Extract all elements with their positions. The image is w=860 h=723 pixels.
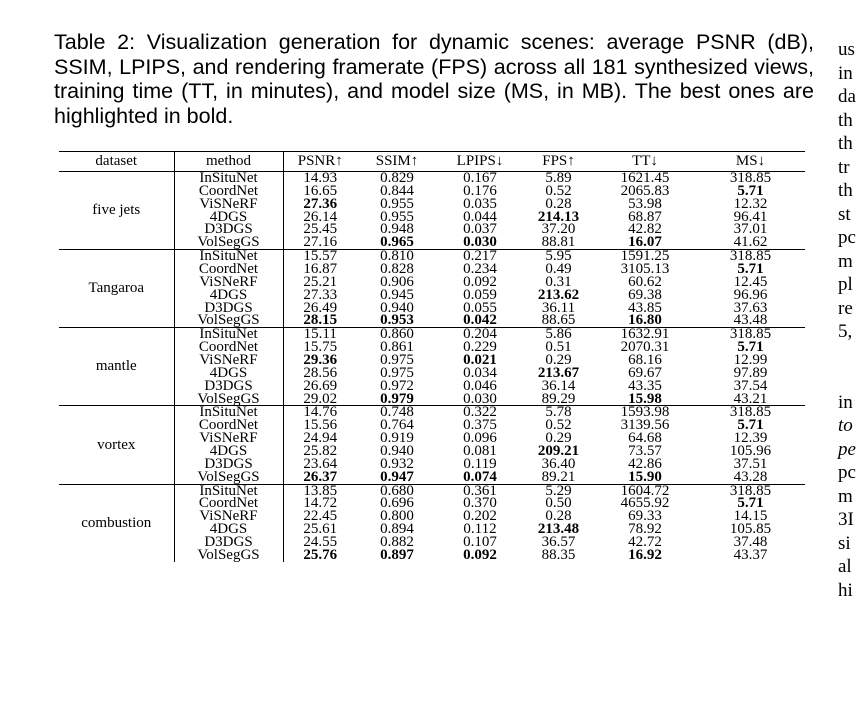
method-cell: ViSNeRF <box>174 276 283 289</box>
value: 36.11 <box>541 299 576 316</box>
value-cell <box>437 546 523 563</box>
dataset-cell: combustion <box>59 484 174 562</box>
best-value: 16.92 <box>628 546 662 563</box>
value: 0.229 <box>463 339 497 356</box>
method-cell: CoordNet <box>174 185 283 198</box>
best-value: 26.37 <box>303 468 338 485</box>
value: 88.35 <box>541 546 576 563</box>
value: 0.096 <box>463 430 497 447</box>
value: 37.48 <box>733 534 768 551</box>
best-value: 5.71 <box>737 182 764 199</box>
value: 97.89 <box>733 364 768 381</box>
value: 53.98 <box>628 195 662 212</box>
value: 89.29 <box>541 390 576 407</box>
value: 24.94 <box>303 430 338 447</box>
value: 69.67 <box>628 364 662 381</box>
value: 0.955 <box>380 208 414 225</box>
paragraph-gap <box>838 344 860 391</box>
value: 0.081 <box>463 443 497 460</box>
value: 26.14 <box>303 208 338 225</box>
best-value: 0.030 <box>463 234 497 251</box>
value: 0.034 <box>463 364 497 381</box>
value: 0.764 <box>380 417 414 434</box>
header-tt: TT↓ <box>594 152 696 172</box>
value: 0.948 <box>380 221 414 238</box>
value: 0.860 <box>380 326 414 343</box>
value: 318.85 <box>729 326 772 343</box>
adjacent-line: th <box>838 109 853 131</box>
value: 0.202 <box>463 508 497 525</box>
value: 0.044 <box>463 208 497 225</box>
best-value: 5.71 <box>737 417 764 434</box>
value: 96.96 <box>733 286 768 303</box>
value: 73.57 <box>628 443 662 460</box>
value: 318.85 <box>729 248 772 265</box>
value: 0.955 <box>380 195 414 212</box>
best-value: 29.36 <box>303 352 338 369</box>
value: 25.21 <box>303 273 338 290</box>
value: 42.82 <box>628 221 662 238</box>
method-cell: VolSegGS <box>174 549 283 562</box>
table-body <box>59 172 805 562</box>
value: 3105.13 <box>620 261 670 278</box>
value: 0.52 <box>545 182 572 199</box>
value: 1591.25 <box>620 248 670 265</box>
value: 1621.45 <box>620 170 670 186</box>
value: 14.15 <box>733 508 768 525</box>
value: 28.56 <box>303 364 338 381</box>
dataset-cell: mantle <box>59 328 174 406</box>
value: 37.20 <box>541 221 576 238</box>
method-cell: VolSegGS <box>174 471 283 484</box>
results-table <box>59 151 805 562</box>
value: 37.01 <box>733 221 768 238</box>
value: 0.31 <box>545 273 572 290</box>
best-value: 5.71 <box>737 339 764 356</box>
adjacent-line: tr <box>838 156 850 178</box>
value: 0.204 <box>463 326 497 343</box>
value: 0.29 <box>545 430 572 447</box>
method-cell: InSituNet <box>174 328 283 341</box>
header-psnr: PSNR↑ <box>283 152 357 172</box>
value: 89.21 <box>541 468 576 485</box>
value: 0.919 <box>380 430 414 447</box>
value: 0.50 <box>545 495 572 512</box>
value: 0.945 <box>380 286 414 303</box>
value: 12.45 <box>733 273 768 290</box>
value: 43.48 <box>733 312 768 329</box>
value: 68.16 <box>628 352 662 369</box>
value: 14.93 <box>303 170 338 186</box>
value: 2070.31 <box>620 339 670 356</box>
adjacent-line: us <box>838 39 855 60</box>
dataset-cell: five jets <box>59 172 174 250</box>
value: 3139.56 <box>620 417 670 434</box>
best-value: 0.965 <box>380 234 414 251</box>
value: 5.29 <box>545 482 572 499</box>
value: 0.176 <box>463 182 497 199</box>
adjacent-line: pl <box>838 274 853 295</box>
value: 69.38 <box>628 286 662 303</box>
value: 0.037 <box>463 221 497 238</box>
value: 0.696 <box>380 495 414 512</box>
value: 0.829 <box>380 170 414 186</box>
dataset-cell: Tangaroa <box>59 250 174 328</box>
header-lpips: LPIPS↓ <box>437 152 523 172</box>
value: 5.95 <box>545 248 572 265</box>
best-value: 0.021 <box>463 352 497 369</box>
method-cell: D3DGS <box>174 223 283 236</box>
value: 29.02 <box>303 390 338 407</box>
value: 0.844 <box>380 182 414 199</box>
method-cell: CoordNet <box>174 341 283 354</box>
value: 42.72 <box>628 534 662 551</box>
method-cell: ViSNeRF <box>174 432 283 445</box>
adjacent-line: al <box>838 556 852 577</box>
method-cell: D3DGS <box>174 302 283 315</box>
value: 1632.91 <box>620 326 670 343</box>
value: 105.96 <box>729 443 772 460</box>
value: 1604.72 <box>620 482 670 499</box>
value-cell <box>523 546 594 563</box>
value: 0.107 <box>463 534 497 551</box>
value: 0.322 <box>463 404 497 421</box>
method-cell: CoordNet <box>174 497 283 510</box>
value: 0.28 <box>545 195 572 212</box>
header-ssim: SSIM↑ <box>357 152 437 172</box>
method-cell: 4DGS <box>174 445 283 458</box>
value: 0.370 <box>463 495 497 512</box>
adjacent-column-text <box>838 38 860 602</box>
value: 12.32 <box>733 195 768 212</box>
value: 41.62 <box>733 234 768 251</box>
best-value: 15.98 <box>628 390 662 407</box>
value: 0.906 <box>380 273 414 290</box>
adjacent-line: st <box>838 203 851 225</box>
value: 88.65 <box>541 312 576 329</box>
value: 0.112 <box>463 521 497 538</box>
adjacent-line: in <box>838 62 853 84</box>
value-cell <box>594 546 696 563</box>
best-value: 5.71 <box>737 495 764 512</box>
value: 0.932 <box>380 455 414 472</box>
value: 0.29 <box>545 352 572 369</box>
best-value: 16.80 <box>628 312 662 329</box>
value: 23.64 <box>303 455 338 472</box>
value: 43.28 <box>733 468 768 485</box>
value: 26.49 <box>303 299 338 316</box>
value: 0.894 <box>380 521 414 538</box>
header-method: method <box>174 152 283 172</box>
value: 15.56 <box>303 417 338 434</box>
best-value: 209.21 <box>537 443 580 460</box>
value: 36.14 <box>541 377 576 394</box>
value: 60.62 <box>628 273 662 290</box>
adjacent-line: in <box>838 391 853 413</box>
value: 0.234 <box>463 261 497 278</box>
adjacent-line: 5, <box>838 321 853 342</box>
adjacent-line: to <box>838 415 853 436</box>
value: 14.76 <box>303 404 338 421</box>
value: 5.86 <box>545 326 572 343</box>
best-value: 25.76 <box>303 546 338 563</box>
value: 64.68 <box>628 430 662 447</box>
value: 43.21 <box>733 390 768 407</box>
adjacent-line: m <box>838 250 853 272</box>
table-row <box>59 250 805 263</box>
value: 0.52 <box>545 417 572 434</box>
value: 15.75 <box>303 339 338 356</box>
method-cell: 4DGS <box>174 211 283 224</box>
best-value: 213.62 <box>537 286 580 303</box>
value: 5.78 <box>545 404 572 421</box>
value: 4655.92 <box>620 495 670 512</box>
best-value: 15.90 <box>628 468 662 485</box>
method-cell: InSituNet <box>174 250 283 263</box>
adjacent-line: si <box>838 532 851 554</box>
value: 25.61 <box>303 521 338 538</box>
value: 318.85 <box>729 404 772 421</box>
best-value: 214.13 <box>537 208 580 225</box>
adjacent-line: da <box>838 86 856 107</box>
value: 0.51 <box>545 339 572 356</box>
method-cell: CoordNet <box>174 263 283 276</box>
value: 37.51 <box>733 455 768 472</box>
value: 0.092 <box>463 273 497 290</box>
value: 96.41 <box>733 208 768 225</box>
value: 0.167 <box>463 170 497 186</box>
value-cell <box>357 546 437 563</box>
value: 0.680 <box>380 482 414 499</box>
value: 0.059 <box>463 286 497 303</box>
value: 37.54 <box>733 377 768 394</box>
method-cell: 4DGS <box>174 289 283 302</box>
table-row <box>59 172 805 185</box>
value: 26.69 <box>303 377 338 394</box>
value: 0.217 <box>463 248 497 265</box>
method-cell: D3DGS <box>174 536 283 549</box>
value: 0.828 <box>380 261 414 278</box>
best-value: 0.979 <box>380 390 414 407</box>
method-cell: 4DGS <box>174 367 283 380</box>
value: 5.89 <box>545 170 572 186</box>
adjacent-line: pc <box>838 227 856 248</box>
best-value: 0.074 <box>463 468 497 485</box>
value: 0.119 <box>463 455 497 472</box>
method-cell: InSituNet <box>174 172 283 185</box>
method-cell: VolSegGS <box>174 236 283 249</box>
method-cell: VolSegGS <box>174 314 283 327</box>
adjacent-line: 3I <box>838 509 854 530</box>
value: 42.86 <box>628 455 662 472</box>
header-dataset: dataset <box>59 152 174 172</box>
best-value: 213.67 <box>537 364 580 381</box>
table-header-row <box>59 152 805 172</box>
value: 43.35 <box>628 377 662 394</box>
value: 0.975 <box>380 364 414 381</box>
value: 0.046 <box>463 377 497 394</box>
value: 88.81 <box>541 234 576 251</box>
method-cell: D3DGS <box>174 458 283 471</box>
value: 0.030 <box>463 390 497 407</box>
value: 24.55 <box>303 534 338 551</box>
value: 0.940 <box>380 443 414 460</box>
value: 0.055 <box>463 299 497 316</box>
method-cell: InSituNet <box>174 484 283 497</box>
method-cell: D3DGS <box>174 380 283 393</box>
value: 0.800 <box>380 508 414 525</box>
value: 0.972 <box>380 377 414 394</box>
value: 25.82 <box>303 443 338 460</box>
value: 15.11 <box>303 326 337 343</box>
value: 0.882 <box>380 534 414 551</box>
best-value: 0.897 <box>380 546 414 563</box>
value: 0.035 <box>463 195 497 212</box>
value: 0.49 <box>545 261 572 278</box>
value: 13.85 <box>303 482 338 499</box>
best-value: 0.953 <box>380 312 414 329</box>
best-value: 0.947 <box>380 468 414 485</box>
value-cell <box>696 546 805 563</box>
value: 318.85 <box>729 482 772 499</box>
value: 36.40 <box>541 455 576 472</box>
best-value: 0.092 <box>463 546 497 563</box>
value: 25.45 <box>303 221 338 238</box>
value: 16.87 <box>303 261 338 278</box>
value: 318.85 <box>729 170 772 186</box>
adjacent-line: pc <box>838 462 856 483</box>
table-row <box>59 484 805 497</box>
value: 14.72 <box>303 495 338 512</box>
best-value: 28.15 <box>303 312 338 329</box>
value: 27.33 <box>303 286 338 303</box>
value: 69.33 <box>628 508 662 525</box>
header-ms: MS↓ <box>696 152 805 172</box>
value: 27.16 <box>303 234 338 251</box>
method-cell: CoordNet <box>174 419 283 432</box>
value: 78.92 <box>628 521 662 538</box>
value: 43.85 <box>628 299 662 316</box>
value: 0.861 <box>380 339 414 356</box>
table-row <box>59 328 805 341</box>
value: 0.28 <box>545 508 572 525</box>
adjacent-line: hi <box>838 579 853 601</box>
adjacent-line: pe <box>838 438 856 460</box>
value: 36.57 <box>541 534 576 551</box>
value: 105.85 <box>729 521 772 538</box>
method-cell: ViSNeRF <box>174 198 283 211</box>
best-value: 16.07 <box>628 234 662 251</box>
header-fps: FPS↑ <box>523 152 594 172</box>
value: 0.940 <box>380 299 414 316</box>
value: 1593.98 <box>620 404 670 421</box>
method-cell: VolSegGS <box>174 393 283 406</box>
method-cell: ViSNeRF <box>174 510 283 523</box>
value: 0.810 <box>380 248 414 265</box>
value: 68.87 <box>628 208 662 225</box>
adjacent-line: th <box>838 180 853 201</box>
adjacent-line: re <box>838 297 853 319</box>
value: 12.39 <box>733 430 768 447</box>
value: 12.99 <box>733 352 768 369</box>
value: 2065.83 <box>620 182 670 199</box>
value: 43.37 <box>733 546 768 563</box>
value: 0.748 <box>380 404 414 421</box>
adjacent-line: m <box>838 485 853 507</box>
value: 37.63 <box>733 299 768 316</box>
table-row <box>59 406 805 419</box>
best-value: 213.48 <box>537 521 580 538</box>
value: 22.45 <box>303 508 338 525</box>
value: 0.975 <box>380 352 414 369</box>
value: 16.65 <box>303 182 338 199</box>
best-value: 5.71 <box>737 261 764 278</box>
method-cell: InSituNet <box>174 406 283 419</box>
adjacent-line: th <box>838 133 853 154</box>
value: 0.375 <box>463 417 497 434</box>
best-value: 0.042 <box>463 312 497 329</box>
value: 0.361 <box>463 482 497 499</box>
value: 15.57 <box>303 248 338 265</box>
value-cell <box>283 546 357 563</box>
method-cell: 4DGS <box>174 523 283 536</box>
table-caption: Table 2: Visualization generation for dynamic scenes: average PSNR (dB), SSIM, LPIPS, and rendering framerate (FPS) across all 181 synthesized views, training time (TT, in minutes), and model size (MS, in MB). The best ones are highlighted in bold. <box>54 30 814 128</box>
best-value: 27.36 <box>303 195 338 212</box>
dataset-cell: vortex <box>59 406 174 484</box>
method-cell: ViSNeRF <box>174 354 283 367</box>
